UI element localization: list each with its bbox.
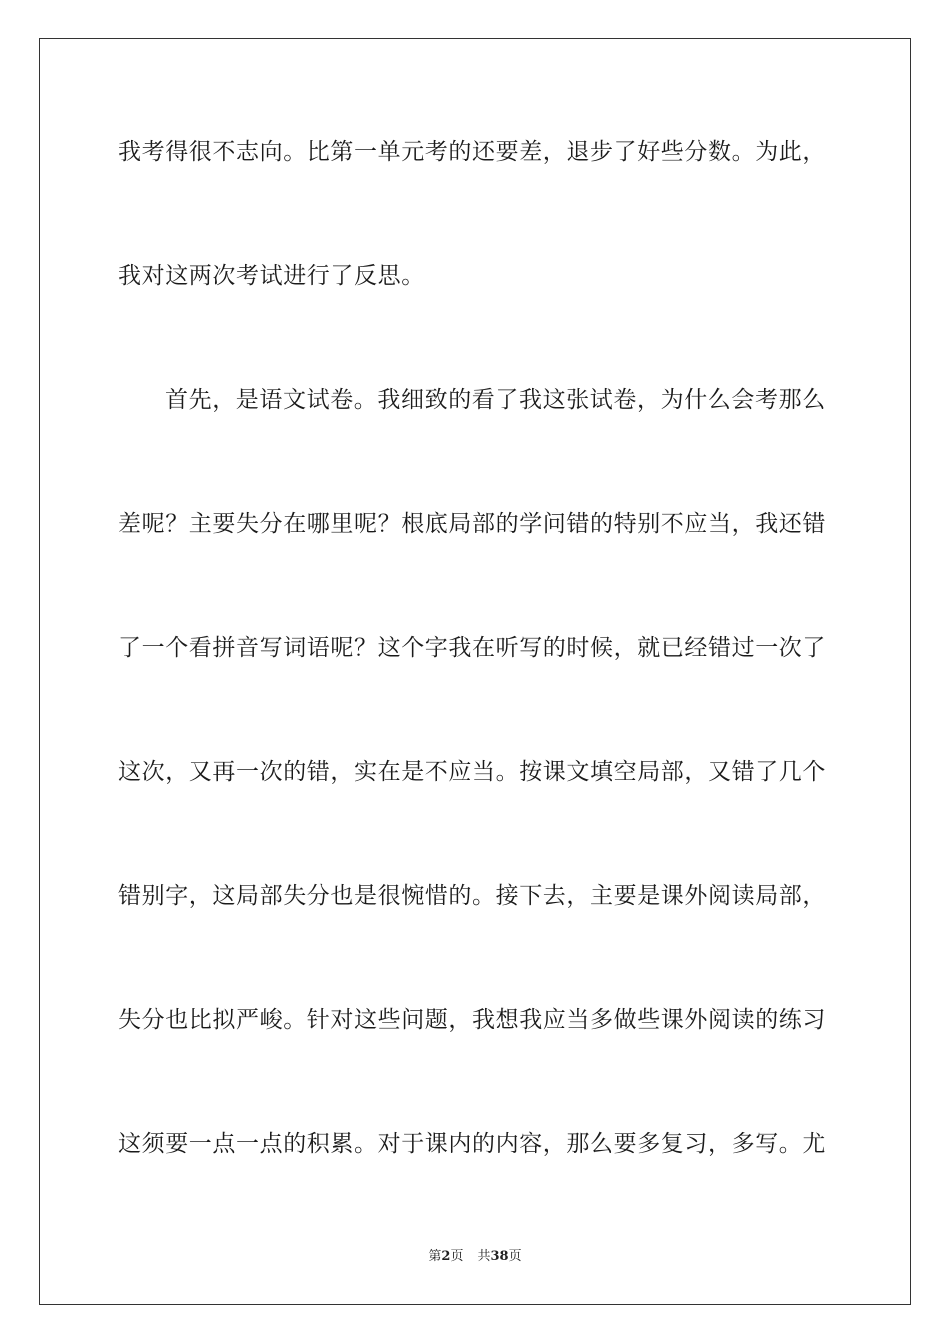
text-line-4: 差呢？主要失分在哪里呢？根底局部的学问错的特别不应当，我还错 — [118, 511, 826, 537]
text-line-2: 我对这两次考试进行了反思。 — [118, 263, 425, 289]
text-line-7: 错别字，这局部失分也是很惋惜的。接下去，主要是课外阅读局部， — [118, 883, 826, 909]
footer-page-prefix: 第 — [428, 1249, 442, 1264]
footer-total-prefix: 共 — [477, 1249, 491, 1264]
text-line-6: 这次，又再一次的错，实在是不应当。按课文填空局部，又错了几个 — [118, 759, 826, 785]
footer-page-suffix: 页 — [450, 1249, 464, 1264]
text-line-9: 这须要一点一点的积累。对于课内的内容，那么要多复习，多写。尤 — [118, 1131, 826, 1157]
footer-total-pages: 38 — [490, 1249, 509, 1264]
text-line-3: 首先，是语文试卷。我细致的看了我这张试卷，为什么会考那么 — [165, 387, 826, 413]
text-line-5: 了一个看拼音写词语呢？这个字我在听写的时候，就已经错过一次了 — [118, 635, 826, 661]
page-border — [39, 38, 911, 1305]
text-line-8: 失分也比拟严峻。针对这些问题，我想我应当多做些课外阅读的练习 — [118, 1007, 826, 1033]
footer-current-page: 2 — [441, 1249, 451, 1264]
text-line-1: 我考得很不志向。比第一单元考的还要差，退步了好些分数。为此， — [118, 139, 826, 165]
footer-total-suffix: 页 — [508, 1249, 522, 1264]
page-footer — [0, 1248, 950, 1266]
